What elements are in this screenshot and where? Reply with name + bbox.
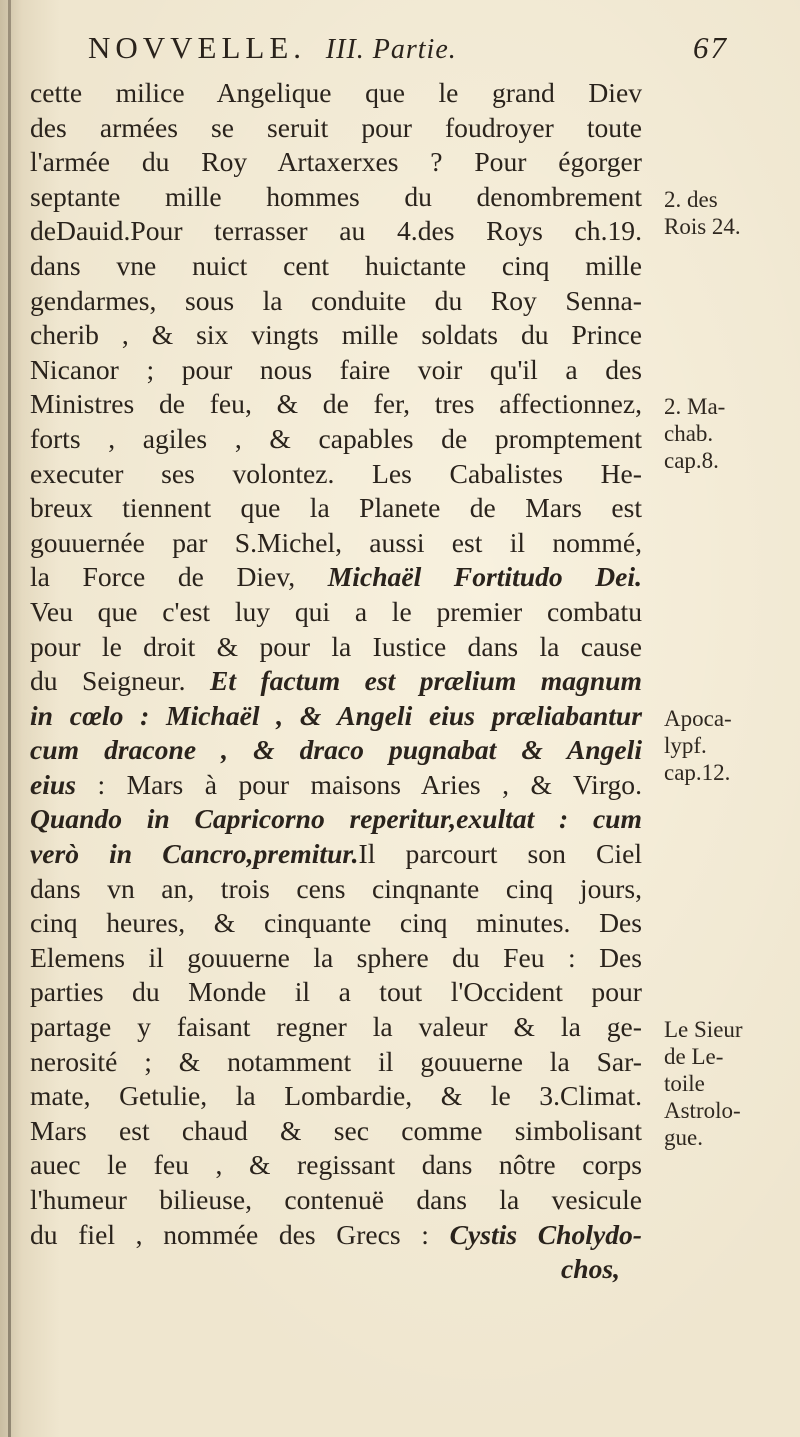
text-line (30, 284, 642, 319)
margin-note-line: chab. (664, 421, 714, 447)
text-segment: Il parcourt son Ciel (358, 838, 642, 870)
text-line (30, 837, 642, 872)
running-title: NOVVELLE. (88, 30, 307, 65)
text-line (30, 630, 642, 665)
binding-gutter (8, 0, 11, 1437)
margin-note-line: cap.12. (664, 759, 731, 785)
text-line (30, 111, 642, 146)
text-segment: pour le droit & pour la Iustice dans la cause (30, 630, 642, 662)
text-line (30, 802, 642, 837)
text-line (30, 733, 642, 768)
part-label: III. Partie. (325, 34, 457, 65)
text-segment: deDauid.Pour terrasser au 4.des Roys ch.19. (30, 215, 642, 247)
latin-quote: cum dracone , & draco pugnabat & Angeli (30, 734, 642, 766)
text-line (30, 387, 642, 422)
text-line (30, 318, 642, 353)
text-line (30, 1010, 642, 1045)
text-line (30, 560, 642, 595)
text-segment: executer ses volontez. Les Cabalistes He- (30, 457, 642, 489)
text-line (30, 1045, 642, 1080)
text-segment: du Seigneur. (30, 665, 210, 697)
text-segment: : Mars à pour maisons Aries , & Virgo. (76, 768, 642, 800)
text-segment: dans vne nuict cent huictante cinq mille (30, 249, 642, 281)
text-segment: l'humeur bilieuse, contenuë dans la vesicule (30, 1184, 642, 1215)
margin-note-rois (664, 186, 794, 240)
margin-note-line: Astrolo- (664, 1098, 741, 1124)
text-line (30, 526, 642, 561)
text-segment: Veu que c'est luy qui a le premier combatu (30, 595, 642, 627)
text-line (30, 1114, 642, 1149)
margin-note-etoile (664, 1016, 794, 1151)
text-segment: cette milice Angelique que le grand Diev (30, 77, 642, 108)
text-line (30, 768, 642, 803)
latin-quote: Et factum est prælium magnum (209, 665, 642, 697)
text-segment: mate, Getulie, la Lombardie, & le 3.Climat. (30, 1080, 642, 1112)
text-segment: Elemens il gouuerne la sphere du Feu : Des (30, 941, 642, 973)
text-line (30, 145, 642, 180)
text-line (30, 249, 642, 284)
text-segment: cinq heures, & cinquante cinq minutes. Des (30, 907, 642, 939)
running-header (88, 30, 728, 74)
text-line (30, 699, 642, 734)
text-segment: partage y faisant regner la valeur & la ge- (30, 1011, 642, 1043)
text-segment: du fiel , nommée des Grecs : (30, 1218, 450, 1250)
margin-note-line: toile (664, 1071, 705, 1097)
text-line (30, 872, 642, 907)
text-segment: Ministres de feu, & de fer, tres affectionnez, (30, 388, 642, 420)
page-number: 67 (693, 30, 728, 65)
text-segment: la Force de Diev, (30, 561, 328, 593)
text-line (30, 941, 642, 976)
margin-note-line: Rois 24. (664, 213, 741, 239)
latin-quote: Cystis Cholydo- (449, 1218, 642, 1250)
margin-note-line: Le Sieur (664, 1017, 743, 1043)
latin-quote: chos, (560, 1253, 620, 1285)
text-segment: Mars est chaud & sec comme simbolisant (30, 1114, 642, 1146)
latin-quote: Quando in Capricorno reperitur,exultat : cum (30, 803, 642, 835)
margin-note-line: Apoca- (664, 705, 732, 731)
text-line (30, 595, 642, 630)
text-segment: Nicanor ; pour nous faire voir qu'il a des (30, 353, 642, 385)
margin-note-machab (664, 393, 794, 474)
margin-note-line: 2. Ma- (664, 394, 726, 420)
latin-quote: in cœlo : Michaël , & Angeli eius præliabantur (30, 699, 642, 731)
text-segment: cherib , & six vingts mille soldats du Prince (30, 319, 642, 351)
text-line (30, 422, 642, 457)
body-text (30, 76, 642, 1287)
text-line (30, 457, 642, 492)
margin-note-line: cap.8. (664, 448, 719, 474)
latin-quote: Michaël Fortitudo Dei. (327, 561, 642, 593)
text-line (30, 491, 642, 526)
text-line (30, 1183, 642, 1218)
text-line (30, 214, 642, 249)
text-line (30, 76, 642, 111)
text-line (30, 664, 642, 699)
text-segment: gouuernée par S.Michel, aussi est il nommé, (30, 526, 642, 558)
margin-note-apocalyps (664, 705, 794, 786)
text-segment: parties du Monde il a tout l'Occident pour (30, 976, 642, 1008)
text-segment: breux tiennent que la Planete de Mars est (30, 492, 642, 524)
text-segment: des armées se seruit pour foudroyer toute (30, 111, 642, 143)
margin-note-line: gue. (664, 1125, 703, 1151)
margin-note-line: de Le- (664, 1044, 724, 1070)
margin-note-line: 2. des (664, 186, 718, 212)
text-line (30, 353, 642, 388)
text-line (30, 180, 642, 215)
text-line (30, 1252, 642, 1287)
text-line (30, 1079, 642, 1114)
text-line (30, 1148, 642, 1183)
text-segment: nerosité ; & notamment il gouuerne la Sar- (30, 1045, 642, 1077)
text-segment: auec le feu , & regissant dans nôtre corps (30, 1149, 642, 1181)
text-line (30, 1218, 642, 1253)
text-segment: gendarmes, sous la conduite du Roy Senna- (30, 284, 642, 316)
latin-quote: eius (30, 768, 76, 800)
margin-note-line: lypf. (664, 732, 707, 758)
text-line (30, 975, 642, 1010)
latin-quote: verò in Cancro,premitur. (30, 838, 359, 870)
text-line (30, 906, 642, 941)
text-segment: septante mille hommes du denombrement (30, 180, 642, 212)
text-segment: forts , agiles , & capables de promptement (30, 422, 642, 454)
text-segment: dans vn an, trois cens cinqnante cinq jours, (30, 872, 642, 904)
text-segment: l'armée du Roy Artaxerxes ? Pour égorger (30, 146, 642, 178)
